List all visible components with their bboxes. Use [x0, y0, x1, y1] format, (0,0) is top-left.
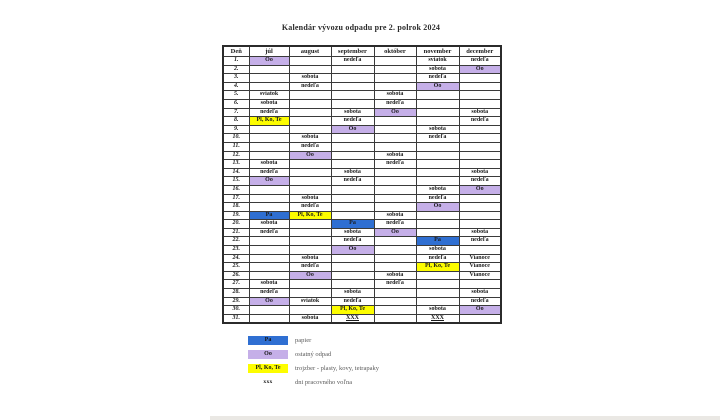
- calendar-cell: Oo: [289, 271, 331, 280]
- legend-label-trojzber: trojzber - plasty, kovy, tetrapaky: [295, 365, 379, 372]
- column-header: september: [331, 46, 374, 57]
- calendar-cell: [459, 99, 501, 108]
- calendar-cell: [289, 177, 331, 186]
- calendar-cell: Oo: [416, 82, 459, 91]
- calendar-cell: [374, 185, 416, 194]
- table-row: [223, 125, 501, 134]
- calendar-cell: Oo: [331, 125, 374, 134]
- calendar-cell: [416, 297, 459, 306]
- calendar-cell: [289, 108, 331, 117]
- table-row: [223, 108, 501, 117]
- calendar-cell: [459, 91, 501, 100]
- day-number-cell: 22.: [223, 237, 249, 246]
- calendar-cell: [249, 246, 289, 255]
- table-row: [223, 211, 501, 220]
- legend-item-dni-volna: [248, 378, 379, 387]
- calendar-cell: Oo: [331, 246, 374, 255]
- table-row: [223, 168, 501, 177]
- calendar-cell: nedeľa: [289, 82, 331, 91]
- legend-swatch-ostatny-odpad: Oo: [248, 350, 288, 359]
- legend-label-papier: papier: [295, 337, 312, 344]
- calendar-cell: sobota: [416, 65, 459, 74]
- calendar-cell: [331, 65, 374, 74]
- calendar-cell: Oo: [459, 306, 501, 315]
- calendar-cell: nedeľa: [459, 297, 501, 306]
- calendar-cell: Oo: [459, 65, 501, 74]
- day-number-cell: 8.: [223, 117, 249, 126]
- day-number-cell: 3.: [223, 74, 249, 83]
- calendar-cell: [331, 263, 374, 272]
- calendar-cell: [331, 160, 374, 169]
- calendar-cell: Pa: [416, 237, 459, 246]
- calendar-cell: Pa: [331, 220, 374, 229]
- calendar-cell: [331, 211, 374, 220]
- calendar-cell: [459, 142, 501, 151]
- calendar-cell: [416, 99, 459, 108]
- calendar-cell: [289, 280, 331, 289]
- legend-swatch-papier: Pa: [248, 336, 288, 345]
- calendar-cell: [459, 151, 501, 160]
- calendar-cell: [289, 91, 331, 100]
- day-number-cell: 7.: [223, 108, 249, 117]
- table-row: [223, 280, 501, 289]
- calendar-cell: sobota: [374, 91, 416, 100]
- table-row: [223, 177, 501, 186]
- calendar-cell: sobota: [289, 134, 331, 143]
- calendar-cell: [249, 151, 289, 160]
- calendar-cell: nedeľa: [289, 203, 331, 212]
- calendar-cell: nedeľa: [416, 74, 459, 83]
- calendar-cell: [416, 91, 459, 100]
- calendar-cell: [331, 142, 374, 151]
- day-number-cell: 19.: [223, 211, 249, 220]
- day-number-cell: 2.: [223, 65, 249, 74]
- table-row: [223, 151, 501, 160]
- calendar-cell: [289, 160, 331, 169]
- calendar-cell: [331, 254, 374, 263]
- calendar-cell: [374, 314, 416, 323]
- legend-item-ostatny-odpad: [248, 350, 379, 359]
- calendar-cell: [374, 237, 416, 246]
- day-number-cell: 31.: [223, 314, 249, 323]
- calendar-cell: [416, 160, 459, 169]
- calendar-cell: [416, 228, 459, 237]
- calendar-cell: [374, 65, 416, 74]
- calendar-cell: [416, 151, 459, 160]
- table-row: [223, 91, 501, 100]
- calendar-cell: nedeľa: [249, 168, 289, 177]
- day-number-cell: 26.: [223, 271, 249, 280]
- calendar-cell: [459, 74, 501, 83]
- calendar-cell: nedeľa: [374, 160, 416, 169]
- calendar-cell: Vianoce: [459, 254, 501, 263]
- table-row: [223, 99, 501, 108]
- calendar-cell: XXX: [416, 314, 459, 323]
- calendar-cell: sobota: [331, 168, 374, 177]
- calendar-cell: Vianoce: [459, 263, 501, 272]
- day-number-cell: 15.: [223, 177, 249, 186]
- calendar-cell: [331, 280, 374, 289]
- day-number-cell: 14.: [223, 168, 249, 177]
- legend: [248, 336, 379, 392]
- table-row: [223, 82, 501, 91]
- table-row: [223, 246, 501, 255]
- table-row: [223, 57, 501, 66]
- calendar-cell: [249, 263, 289, 272]
- calendar-cell: [331, 91, 374, 100]
- legend-label-ostatny-odpad: ostatný odpad: [295, 351, 332, 358]
- calendar-cell: sobota: [459, 228, 501, 237]
- calendar-cell: nedeľa: [416, 134, 459, 143]
- calendar-cell: [459, 194, 501, 203]
- day-number-cell: 1.: [223, 57, 249, 66]
- calendar-cell: sobota: [249, 280, 289, 289]
- calendar-cell: sobota: [374, 211, 416, 220]
- header-row: [223, 46, 501, 57]
- calendar-cell: [459, 203, 501, 212]
- calendar-cell: [289, 237, 331, 246]
- calendar-cell: [289, 220, 331, 229]
- calendar-cell: sobota: [416, 185, 459, 194]
- calendar-cell: [416, 289, 459, 298]
- table-row: [223, 306, 501, 315]
- legend-item-papier: [248, 336, 379, 345]
- calendar-cell: Oo: [289, 151, 331, 160]
- calendar-cell: sobota: [459, 168, 501, 177]
- calendar-cell: [331, 203, 374, 212]
- table-row: [223, 314, 501, 323]
- calendar-cell: [249, 142, 289, 151]
- calendar-cell: sobota: [249, 160, 289, 169]
- calendar-cell: Pl, Ko, Te: [289, 211, 331, 220]
- calendar-cell: sobota: [249, 220, 289, 229]
- calendar-cell: [249, 194, 289, 203]
- calendar-cell: sobota: [459, 108, 501, 117]
- table-row: [223, 117, 501, 126]
- calendar-cell: sobota: [374, 271, 416, 280]
- calendar-cell: nedeľa: [416, 194, 459, 203]
- calendar-cell: nedeľa: [249, 108, 289, 117]
- table-row: [223, 203, 501, 212]
- day-number-cell: 11.: [223, 142, 249, 151]
- table-row: [223, 297, 501, 306]
- calendar-cell: [416, 271, 459, 280]
- day-number-cell: 27.: [223, 280, 249, 289]
- calendar-cell: [331, 134, 374, 143]
- day-number-cell: 24.: [223, 254, 249, 263]
- calendar-cell: [331, 151, 374, 160]
- table-row: [223, 74, 501, 83]
- calendar-cell: [374, 82, 416, 91]
- calendar-cell: nedeľa: [374, 220, 416, 229]
- calendar-cell: sobota: [289, 254, 331, 263]
- calendar-cell: nedeľa: [331, 297, 374, 306]
- legend-code-xxx: xxx: [263, 379, 273, 385]
- table-row: [223, 65, 501, 74]
- calendar-cell: sviatok: [416, 57, 459, 66]
- calendar-cell: [374, 306, 416, 315]
- calendar-cell: nedeľa: [459, 177, 501, 186]
- calendar-cell: Oo: [249, 177, 289, 186]
- calendar-cell: Vianoce: [459, 271, 501, 280]
- calendar-cell: [331, 74, 374, 83]
- calendar-cell: [289, 99, 331, 108]
- calendar-cell: [459, 125, 501, 134]
- day-number-cell: 25.: [223, 263, 249, 272]
- day-number-cell: 18.: [223, 203, 249, 212]
- day-number-cell: 13.: [223, 160, 249, 169]
- day-number-cell: 6.: [223, 99, 249, 108]
- calendar-cell: [459, 280, 501, 289]
- table-row: [223, 134, 501, 143]
- day-number-cell: 23.: [223, 246, 249, 255]
- day-number-cell: 20.: [223, 220, 249, 229]
- calendar-cell: [459, 160, 501, 169]
- calendar-cell: [416, 177, 459, 186]
- calendar-cell: sviatok: [289, 297, 331, 306]
- calendar-cell: [416, 280, 459, 289]
- calendar-cell: nedeľa: [331, 177, 374, 186]
- calendar-cell: [331, 185, 374, 194]
- calendar-cell: Oo: [374, 108, 416, 117]
- day-number-cell: 5.: [223, 91, 249, 100]
- table-row: [223, 254, 501, 263]
- column-header: august: [289, 46, 331, 57]
- calendar-cell: Pl, Ko, Te: [331, 306, 374, 315]
- calendar-cell: [374, 168, 416, 177]
- calendar-cell: [416, 142, 459, 151]
- calendar-cell: sobota: [331, 228, 374, 237]
- calendar-cell: [249, 271, 289, 280]
- day-number-cell: 10.: [223, 134, 249, 143]
- calendar-cell: [374, 125, 416, 134]
- calendar-cell: Oo: [249, 297, 289, 306]
- calendar-cell: [374, 246, 416, 255]
- calendar-cell: sobota: [289, 194, 331, 203]
- waste-calendar-table: [222, 45, 502, 324]
- calendar-cell: [374, 194, 416, 203]
- table-row: [223, 160, 501, 169]
- calendar-cell: [331, 271, 374, 280]
- page-title: Kalendár vývozu odpadu pre 2. polrok 2024: [281, 23, 441, 32]
- table-row: [223, 185, 501, 194]
- calendar-cell: [459, 220, 501, 229]
- day-number-cell: 12.: [223, 151, 249, 160]
- calendar-cell: sobota: [331, 289, 374, 298]
- calendar-cell: [289, 125, 331, 134]
- calendar-cell: sobota: [289, 314, 331, 323]
- calendar-cell: [416, 117, 459, 126]
- calendar-cell: [249, 134, 289, 143]
- calendar-cell: [289, 117, 331, 126]
- calendar-cell: Oo: [249, 57, 289, 66]
- calendar-cell: [416, 211, 459, 220]
- calendar-cell: [374, 289, 416, 298]
- calendar-cell: Oo: [374, 228, 416, 237]
- calendar-cell: [374, 297, 416, 306]
- calendar-cell: [374, 134, 416, 143]
- day-number-cell: 4.: [223, 82, 249, 91]
- calendar-cell: [459, 314, 501, 323]
- calendar-cell: [331, 194, 374, 203]
- calendar-cell: sobota: [416, 246, 459, 255]
- calendar-cell: [416, 168, 459, 177]
- calendar-cell: Oo: [459, 185, 501, 194]
- calendar-cell: [374, 177, 416, 186]
- table-row: [223, 263, 501, 272]
- calendar-cell: [416, 220, 459, 229]
- calendar-cell: [289, 306, 331, 315]
- table-row: [223, 237, 501, 246]
- calendar-cell: sobota: [374, 151, 416, 160]
- calendar-cell: [459, 134, 501, 143]
- calendar-cell: [289, 228, 331, 237]
- calendar-cell: [459, 211, 501, 220]
- calendar-cell: nedeľa: [331, 237, 374, 246]
- calendar-cell: sobota: [289, 74, 331, 83]
- table-row: [223, 220, 501, 229]
- legend-label-dni-volna: dni pracovného voľna: [295, 379, 353, 386]
- calendar-cell: nedeľa: [459, 117, 501, 126]
- calendar-cell: Pl, Ko, Te: [249, 117, 289, 126]
- calendar-cell: [249, 65, 289, 74]
- column-header: december: [459, 46, 501, 57]
- table-row: [223, 228, 501, 237]
- calendar-cell: [289, 289, 331, 298]
- calendar-cell: [331, 82, 374, 91]
- calendar-cell: [289, 57, 331, 66]
- calendar-cell: nedeľa: [416, 254, 459, 263]
- calendar-cell: sobota: [416, 306, 459, 315]
- calendar-cell: [416, 108, 459, 117]
- calendar-cell: nedeľa: [249, 228, 289, 237]
- column-header: Deň: [223, 46, 249, 57]
- legend-item-trojzber: [248, 364, 379, 373]
- calendar-cell: [459, 82, 501, 91]
- calendar-cell: [459, 246, 501, 255]
- legend-swatch-trojzber: Pl, Ko, Te: [248, 364, 288, 373]
- calendar-cell: [249, 74, 289, 83]
- calendar-cell: XXX: [331, 314, 374, 323]
- calendar-cell: Pl, Ko, Te: [416, 263, 459, 272]
- calendar-cell: nedeľa: [374, 99, 416, 108]
- calendar-cell: [249, 237, 289, 246]
- column-header: október: [374, 46, 416, 57]
- calendar-cell: [374, 57, 416, 66]
- calendar-cell: [249, 203, 289, 212]
- calendar-cell: [249, 254, 289, 263]
- calendar-cell: [374, 117, 416, 126]
- calendar-cell: sobota: [416, 125, 459, 134]
- calendar-cell: sobota: [249, 99, 289, 108]
- calendar-cell: nedeľa: [331, 117, 374, 126]
- calendar-cell: Pa: [249, 211, 289, 220]
- scan-edge-shadow: [210, 416, 720, 420]
- table-row: [223, 194, 501, 203]
- day-number-cell: 21.: [223, 228, 249, 237]
- calendar-cell: sviatok: [249, 91, 289, 100]
- calendar-cell: nedeľa: [249, 289, 289, 298]
- day-number-cell: 16.: [223, 185, 249, 194]
- calendar-cell: nedeľa: [459, 57, 501, 66]
- table-row: [223, 271, 501, 280]
- calendar-cell: [289, 168, 331, 177]
- calendar-cell: nedeľa: [289, 263, 331, 272]
- day-number-cell: 9.: [223, 125, 249, 134]
- calendar-cell: [289, 246, 331, 255]
- calendar-cell: [374, 254, 416, 263]
- calendar-cell: [374, 142, 416, 151]
- day-number-cell: 29.: [223, 297, 249, 306]
- calendar-cell: [289, 185, 331, 194]
- calendar-cell: [374, 74, 416, 83]
- column-header: november: [416, 46, 459, 57]
- calendar-cell: [374, 263, 416, 272]
- calendar-cell: [249, 306, 289, 315]
- calendar-cell: nedeľa: [331, 57, 374, 66]
- calendar-cell: nedeľa: [459, 237, 501, 246]
- calendar-cell: [374, 203, 416, 212]
- calendar-cell: nedeľa: [289, 142, 331, 151]
- calendar-cell: [289, 65, 331, 74]
- calendar-cell: Oo: [416, 203, 459, 212]
- calendar-cell: [249, 185, 289, 194]
- table-row: [223, 142, 501, 151]
- calendar-cell: [331, 99, 374, 108]
- column-header: júl: [249, 46, 289, 57]
- calendar-cell: [249, 82, 289, 91]
- calendar-cell: sobota: [331, 108, 374, 117]
- calendar-cell: nedeľa: [374, 280, 416, 289]
- day-number-cell: 17.: [223, 194, 249, 203]
- calendar-cell: sobota: [459, 289, 501, 298]
- day-number-cell: 28.: [223, 289, 249, 298]
- table-row: [223, 289, 501, 298]
- day-number-cell: 30.: [223, 306, 249, 315]
- calendar-cell: [249, 125, 289, 134]
- calendar-body: [223, 57, 501, 324]
- calendar-cell: [249, 314, 289, 323]
